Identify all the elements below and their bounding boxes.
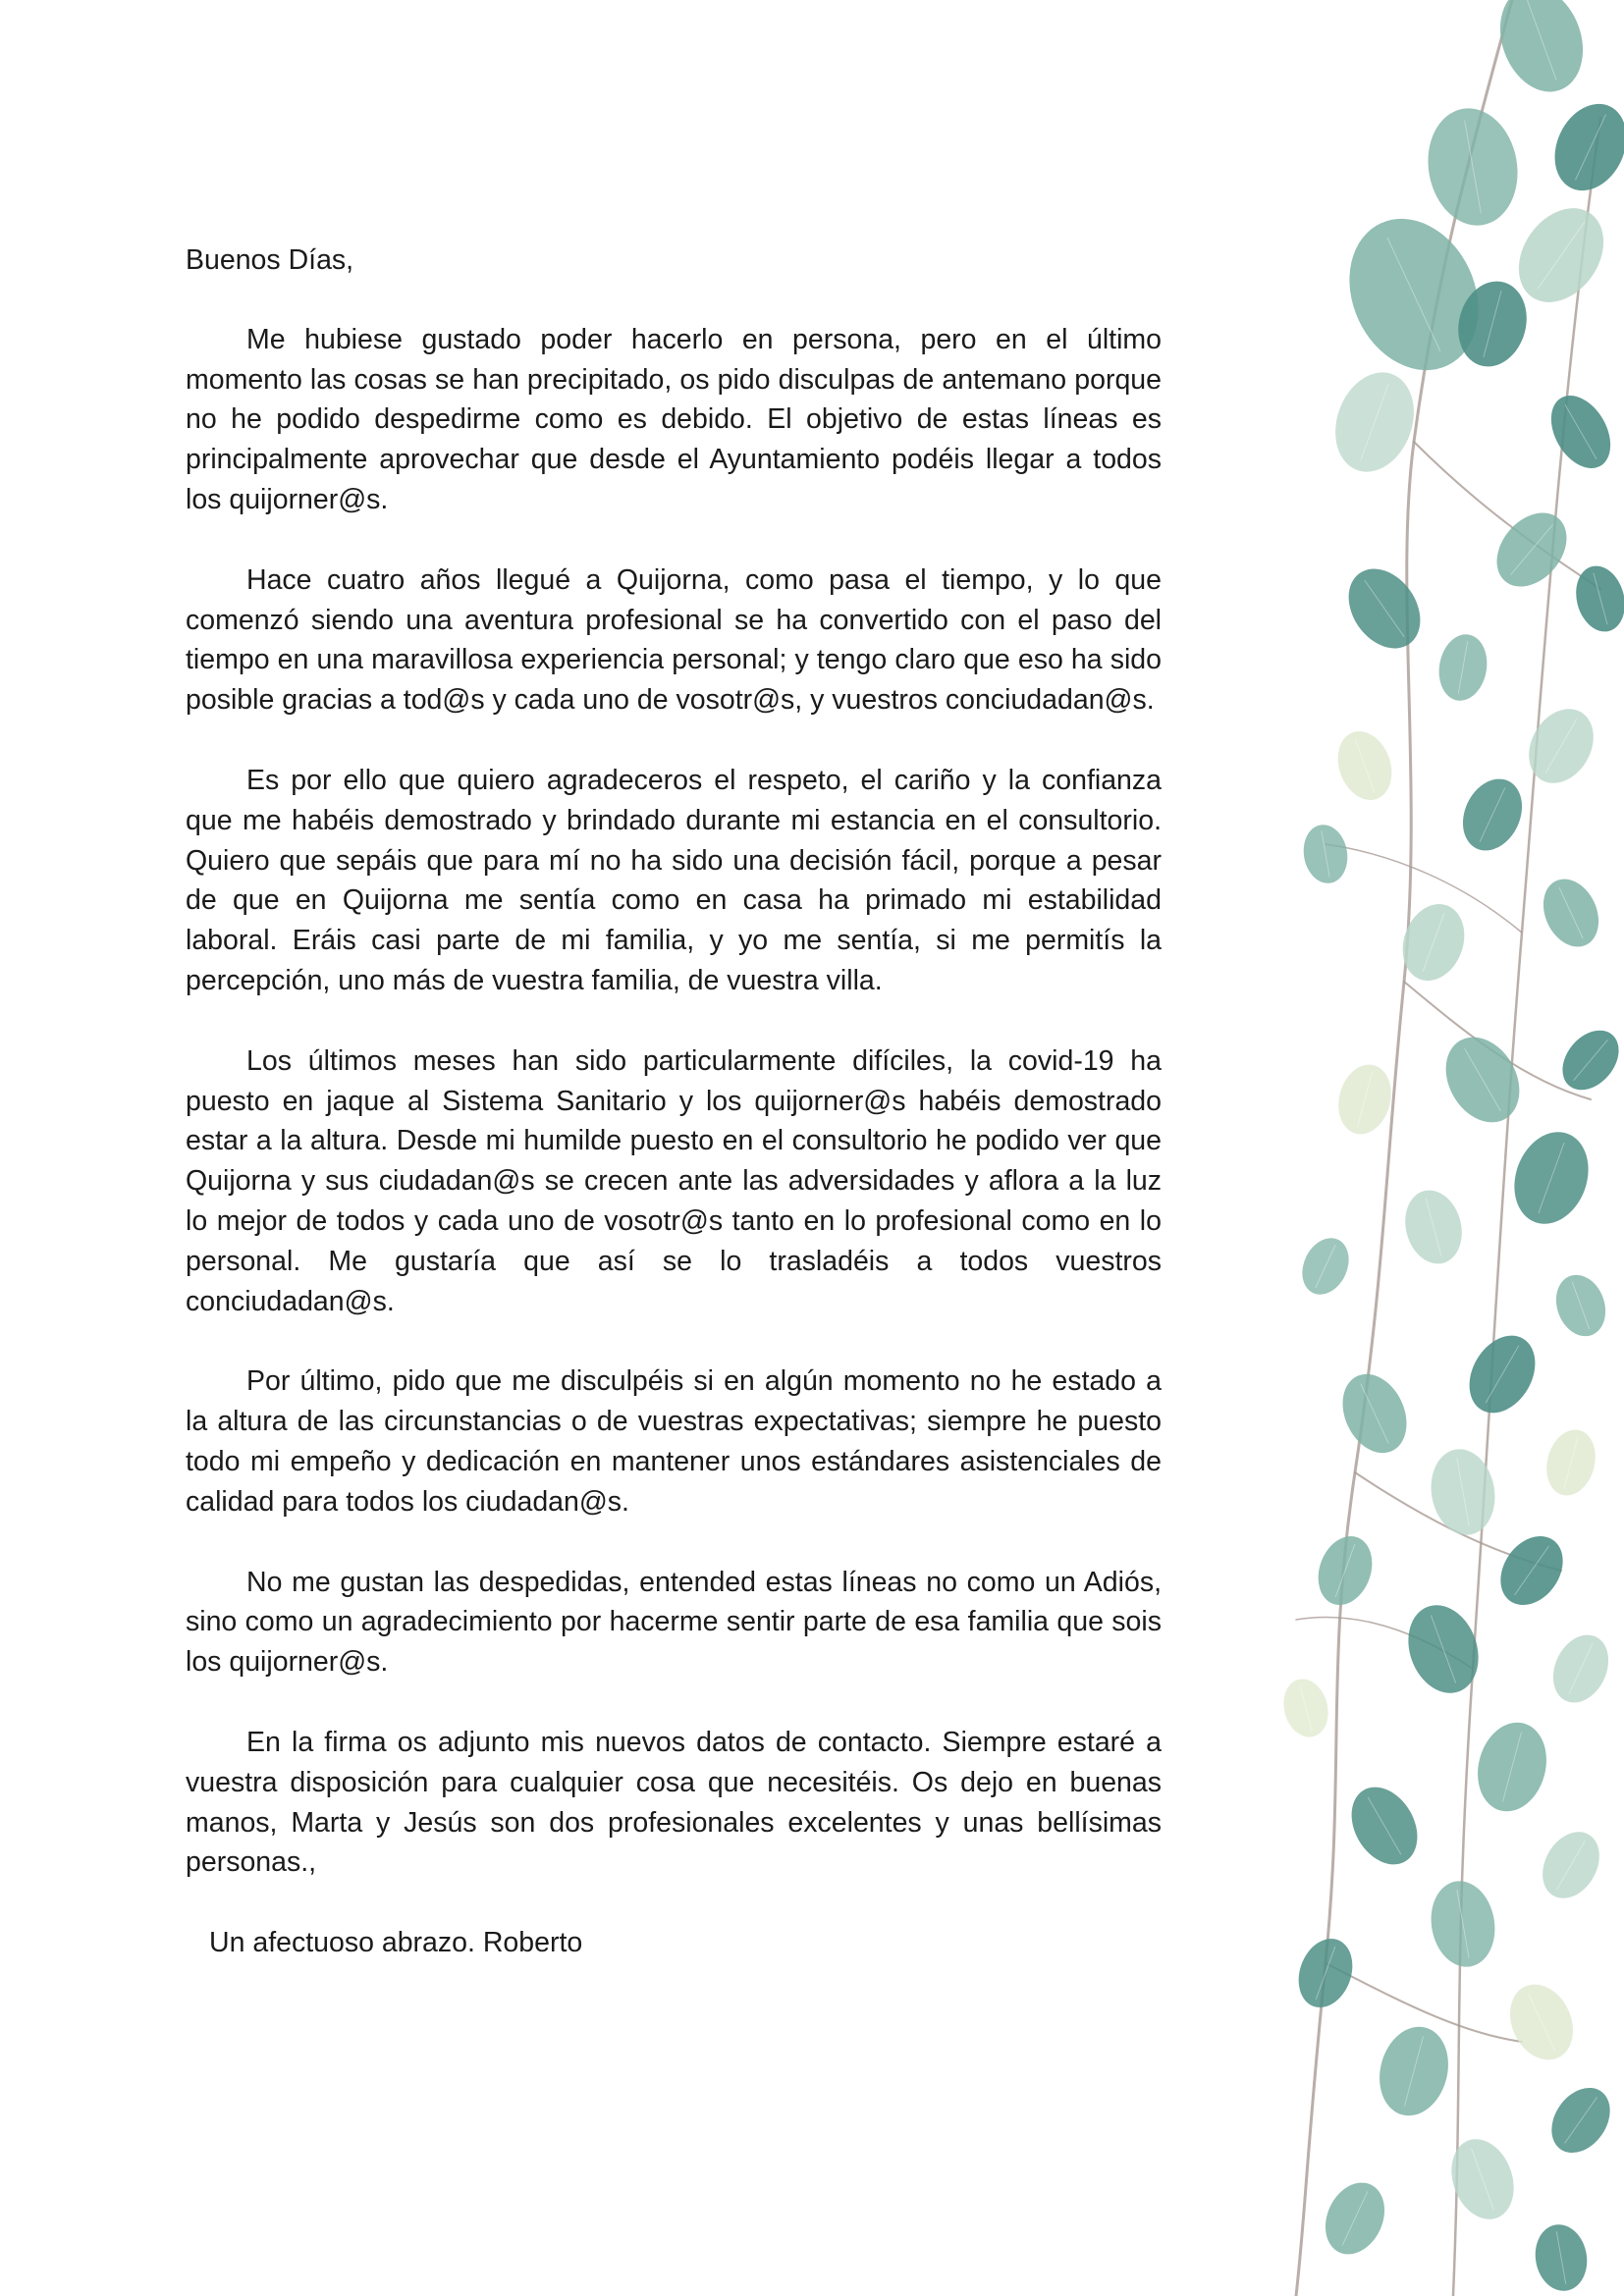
letter-greeting: Buenos Días, <box>186 244 354 276</box>
letter-paragraph: Los últimos meses han sido particularmente difíciles, la covid-19 ha puesto en jaque al Sistema Sanitario y los quijorner@s habéis demostrado estar a la altura. Desde mi humilde puesto en el consultorio he podido ver que Quijorna y sus ciudadan@s se crecen ante las adversidades y aflora a la luz lo mejor de todos y cada uno de vosotr@s tanto en lo profesional como en lo personal. Me gustaría que así se lo trasladéis a todos vuestros conciudadan@s. <box>186 1044 1162 1317</box>
letter-paragraph: En la firma os adjunto mis nuevos datos de contacto. Siempre estaré a vuestra disposición para cualquier cosa que necesitéis. Os dejo en buenas manos, Marta y Jesús son dos profesionales excelentes y unas bellísimas personas., <box>186 1726 1162 1879</box>
eucalyptus-leaf <box>1569 561 1624 637</box>
letter-paragraph: Es por ello que quiero agradeceros el respeto, el cariño y la confianza que me habéis demostrado y brindado durante mi estancia en el consultorio. Quiero que sepáis que para mí no ha sido una decisión fácil, porque a pesar de que en Quijorna me sentía como en casa ha primado mi estabilidad laboral. Eráis casi parte de mi familia, y yo me sentía, si me permitís la percepción, uno más de vuestra familia, de vuestra villa. <box>186 764 1162 996</box>
eucalyptus-leaf <box>1487 0 1597 103</box>
eucalyptus-leaf <box>1542 92 1624 202</box>
letter-paragraph: Hace cuatro años llegué a Quijorna, como pasa el tiempo, y lo que comenzó siendo una aventura profesional se ha convertido con el paso del tiempo en una maravillosa experiencia personal; y tengo claro que eso ha sido posible gracias a tod@s y cada uno de vosotr@s, y vuestros conciudadan@s. <box>186 563 1162 717</box>
letter-signoff: Un afectuoso abrazo. Roberto <box>209 1927 583 1959</box>
letter-paragraph: No me gustan las despedidas, entended estas líneas no como un Adiós, sino como un agradecimiento por hacerme sentir parte de esa familia que sois los quijorner@s. <box>186 1566 1162 1679</box>
letter-body <box>186 240 1162 1963</box>
letter-paragraph: Me hubiese gustado poder hacerlo en persona, pero en el último momento las cosas se han precipitado, os pido disculpas de antemano porque no he podido despedirme como es debido. El objetivo de estas líneas es principalmente aprovechar que desde el Ayuntamiento podéis llegar a todos los quijorner@s. <box>186 323 1162 515</box>
eucalyptus-vine-illustration <box>1267 0 1624 2296</box>
letter-paragraph: Por último, pido que me disculpéis si en algún momento no he estado a la altura de las circunstancias o de vuestras expectativas; siempre he puesto todo mi empeño y dedicación en mantener unos estándares asistenciales de calidad para todos los ciudadan@s. <box>186 1365 1162 1518</box>
